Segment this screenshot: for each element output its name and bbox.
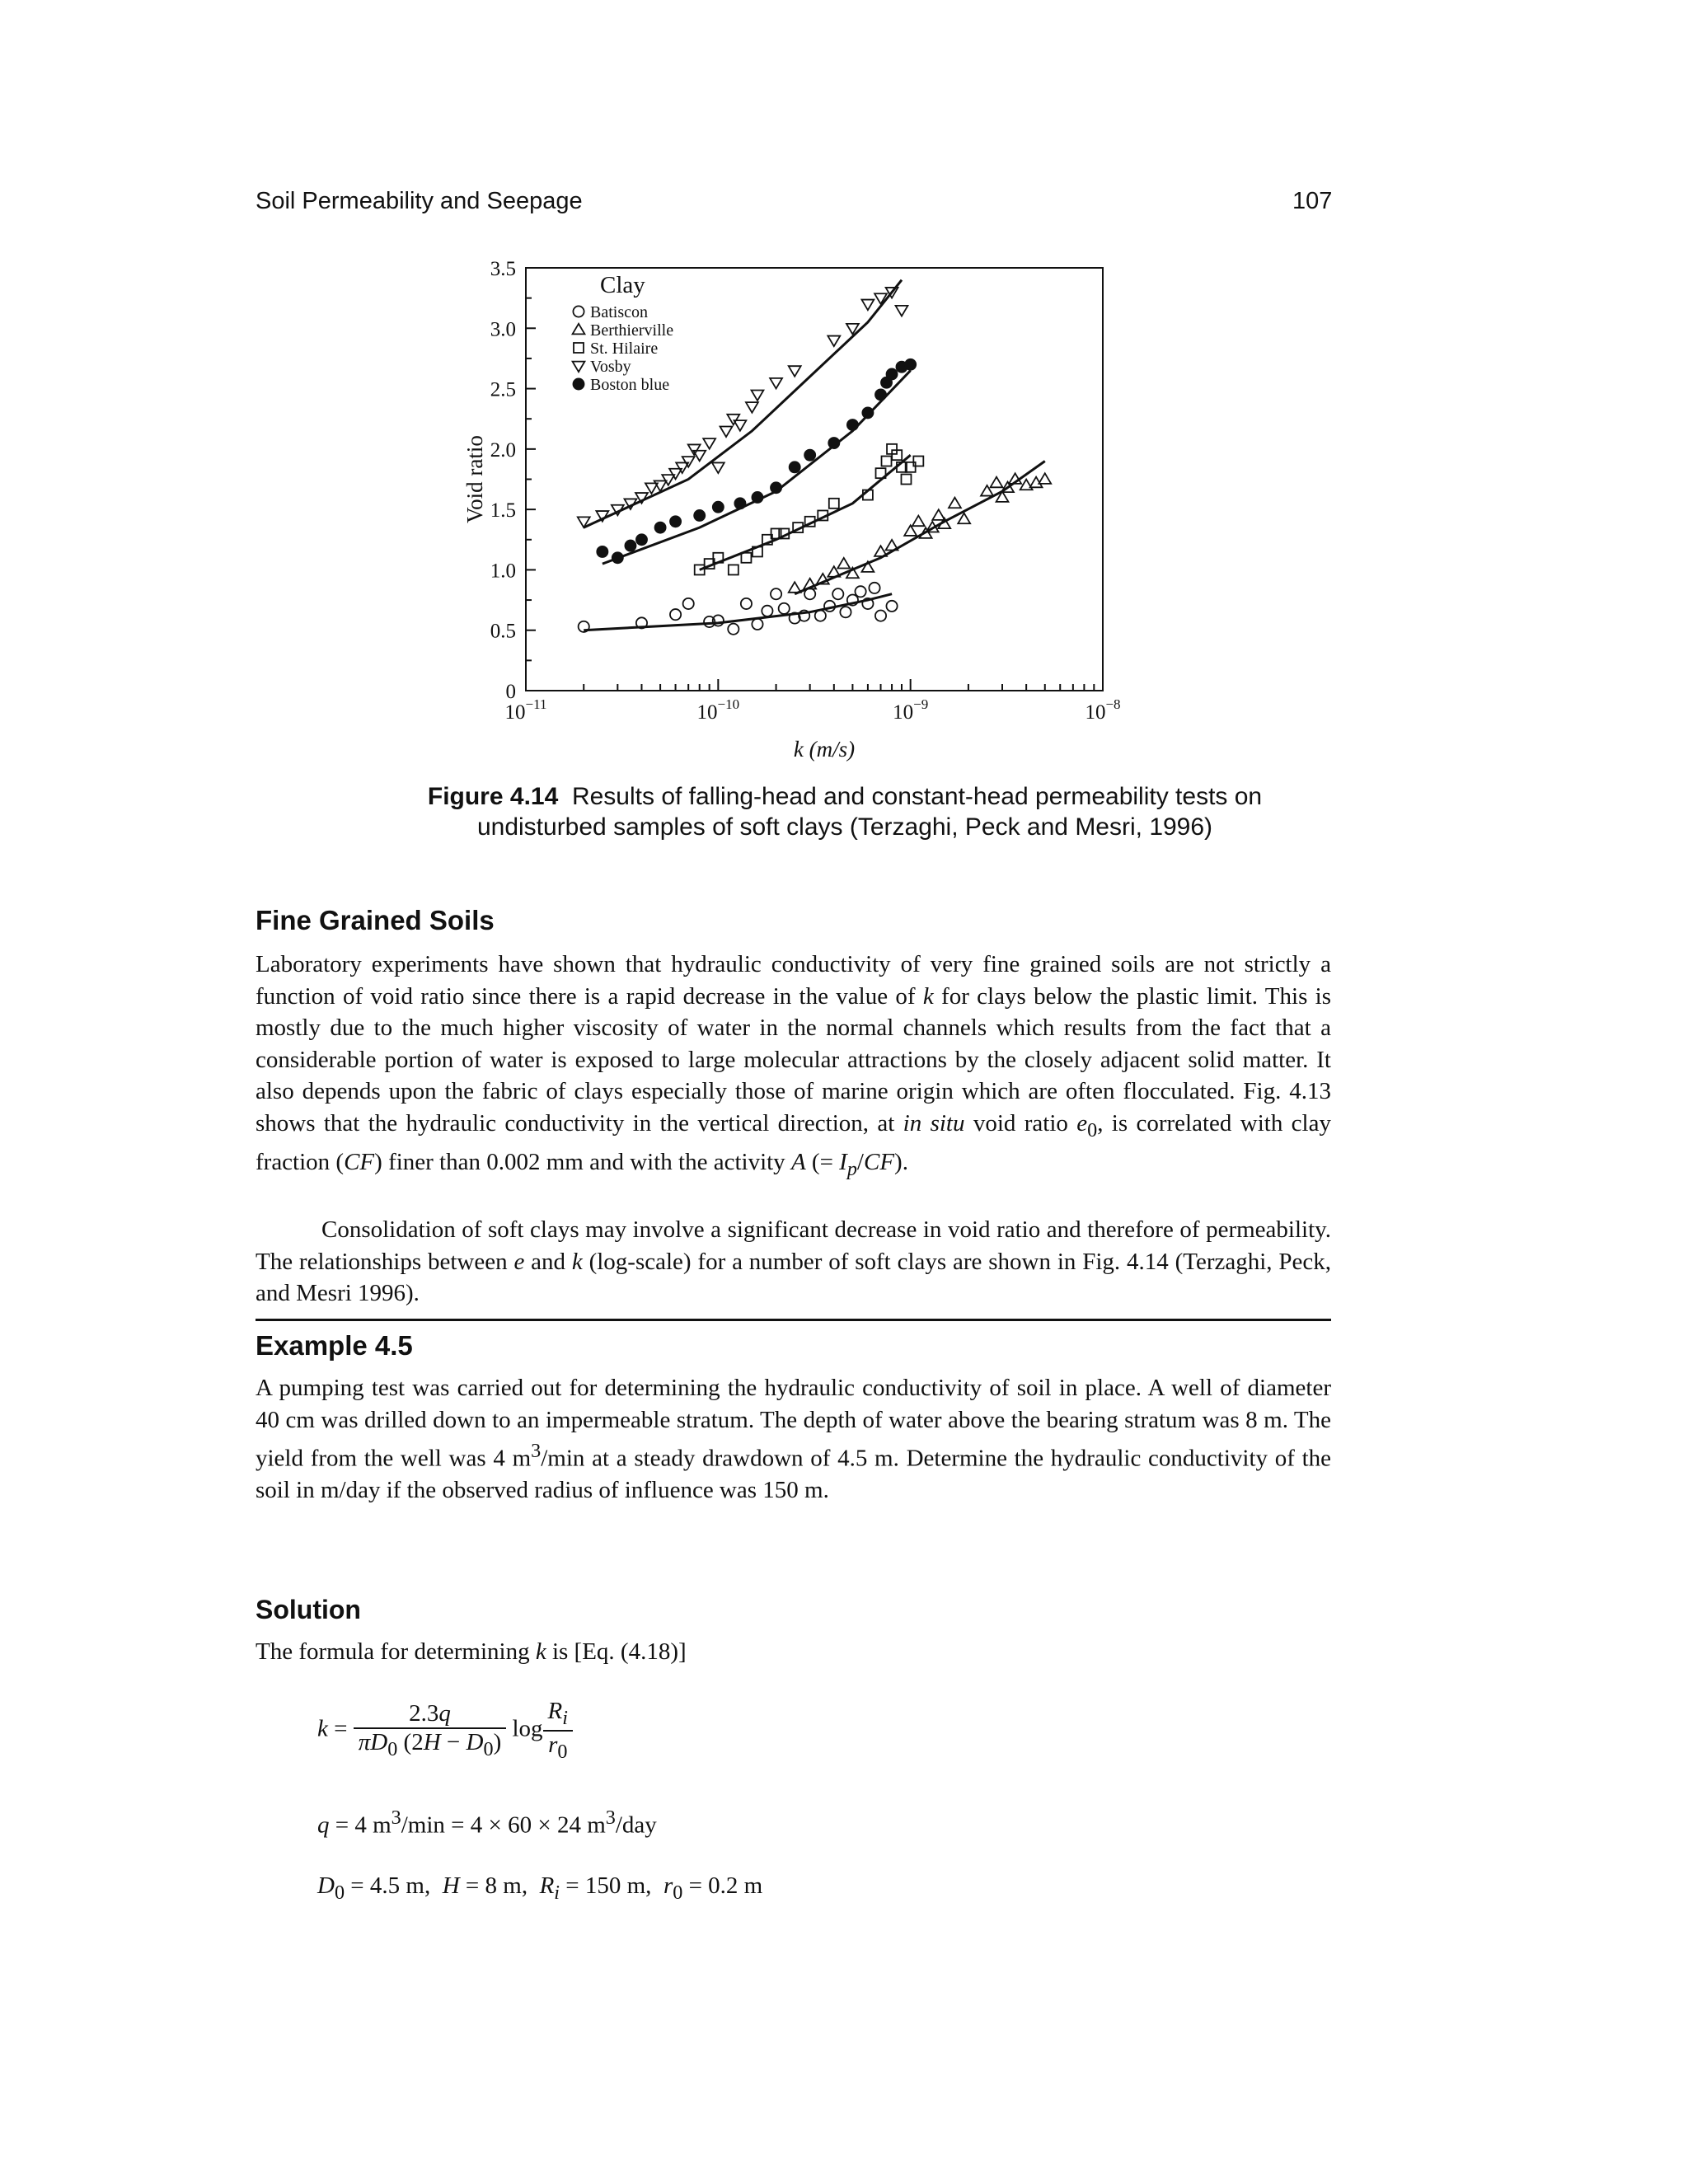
data-point-boston-blue xyxy=(669,515,682,527)
data-point-boston-blue xyxy=(625,540,637,552)
data-point-vosby xyxy=(682,457,695,467)
legend-entry-batiscon: Batiscon xyxy=(590,303,648,321)
data-point-vosby xyxy=(789,366,801,377)
data-point-batiscon xyxy=(771,588,781,599)
x-tick-base: 10 xyxy=(893,701,914,724)
section-rule xyxy=(256,1319,1331,1321)
data-point-batiscon xyxy=(886,601,897,612)
legend-marker-berthierville xyxy=(573,324,585,335)
data-point-berthierville xyxy=(949,498,961,509)
data-point-batiscon xyxy=(815,611,826,621)
x-tick-label xyxy=(1085,696,1120,724)
data-point-berthierville xyxy=(912,516,925,527)
legend-marker-boston-blue xyxy=(573,378,585,391)
example-heading: Example 4.5 xyxy=(256,1330,413,1361)
y-tick-label: 0 xyxy=(505,681,516,703)
data-point-berthierville xyxy=(991,477,1003,488)
y-tick-label: 1.5 xyxy=(490,499,516,523)
data-point-batiscon xyxy=(840,607,851,617)
data-point-boston-blue xyxy=(712,501,724,513)
data-point-vosby xyxy=(688,444,701,455)
data-point-boston-blue xyxy=(846,419,859,431)
figure-caption-line2: undisturbed samples of soft clays (Terzaghi, Peck and Mesri, 1996) xyxy=(476,813,1213,841)
y-tick-label: 0.5 xyxy=(490,620,516,643)
data-point-vosby xyxy=(720,426,733,437)
data-point-vosby xyxy=(746,402,758,413)
legend-entry-boston-blue: Boston blue xyxy=(590,376,670,394)
running-head: Soil Permeability and Seepage xyxy=(256,188,583,214)
data-point-st-hilaire xyxy=(729,565,738,574)
legend-title: Clay xyxy=(600,272,645,298)
equation-values: $D_0 = 4.5$ m, H = 8 m, $R_i = 150$ m, $r_0 = 0.2$ m xyxy=(317,1872,763,1904)
solution-heading: Solution xyxy=(256,1595,361,1624)
data-point-batiscon xyxy=(832,588,843,599)
data-point-batiscon xyxy=(728,624,738,635)
data-point-vosby xyxy=(770,378,782,389)
y-tick-label: 3.0 xyxy=(490,318,516,341)
data-point-vosby xyxy=(828,336,840,347)
x-tick-base: 10 xyxy=(696,701,718,724)
data-point-boston-blue xyxy=(789,461,801,473)
data-point-batiscon xyxy=(752,619,762,630)
x-tick-base: 10 xyxy=(504,701,526,724)
data-point-boston-blue xyxy=(874,388,887,401)
data-point-batiscon xyxy=(670,609,681,620)
data-point-vosby xyxy=(752,391,764,401)
data-point-vosby xyxy=(712,462,724,473)
paragraph-fine-grained-2: Consolidation of soft clays may involve a significant decrease in void ratio and therefore of permeability. The relationships between e and k (log-scale) for a number of soft clays are shown in Fig. 4.14 (Terzaghi, Peck, and Mesri 1996). xyxy=(256,1216,1331,1306)
legend-entry-berthierville: Berthierville xyxy=(590,321,674,340)
y-tick-label: 3.5 xyxy=(490,258,516,280)
data-point-vosby xyxy=(861,300,874,311)
data-point-boston-blue xyxy=(886,368,898,381)
data-point-batiscon xyxy=(762,606,772,616)
data-point-batiscon xyxy=(779,603,790,614)
x-tick-label xyxy=(893,696,928,724)
data-point-st-hilaire xyxy=(882,457,892,466)
legend-entry-st-hilaire: St. Hilaire xyxy=(590,340,659,358)
page-number: 107 xyxy=(1292,188,1333,214)
y-tick-label: 2.0 xyxy=(490,438,516,462)
data-point-batiscon xyxy=(869,583,879,593)
figure-caption xyxy=(313,781,1376,842)
data-point-boston-blue xyxy=(612,551,624,564)
y-axis-label: Void ratio xyxy=(462,435,487,523)
x-tick-exponent: −9 xyxy=(913,696,929,712)
x-tick-exponent: −8 xyxy=(1105,696,1121,712)
data-point-berthierville xyxy=(932,509,945,520)
data-point-boston-blue xyxy=(770,481,782,494)
data-point-berthierville xyxy=(837,558,850,569)
data-point-berthierville xyxy=(904,525,917,536)
x-tick-exponent: −10 xyxy=(717,696,740,712)
figure-caption-line1: Results of falling-head and constant-head permeability tests on xyxy=(571,783,1263,810)
data-point-boston-blue xyxy=(635,533,648,546)
data-point-berthierville xyxy=(1020,480,1033,490)
y-tick-label: 2.5 xyxy=(490,378,516,401)
data-point-boston-blue xyxy=(904,359,917,371)
data-point-vosby xyxy=(703,438,715,449)
paragraph-fine-grained-1: Laboratory experiments have shown that hydraulic conductivity of very fine grained soils are not strictly a function of void ratio since there is a rapid decrease in the value of k for clays below the plastic limit. This is mostly due to the much higher viscosity of water in the normal channels which results from the fact that a considerable portion of water is exposed to large molecular attractions by the closely adjacent solid matter. It also depends upon the fabric of clays especially those of marine origin which are often flocculated. Fig. 4.13 shows that the hydraulic conductivity in the vertical direction, at in situ void ratio $e_0$, is correlated with clay fraction (CF) finer than 0.002 mm and with the activity A (= $I_p/CF$). xyxy=(256,951,1332,1180)
data-point-vosby xyxy=(896,306,908,316)
figure-4-14-chart xyxy=(0,0,1688,775)
data-point-boston-blue xyxy=(596,546,608,558)
legend-marker-batiscon xyxy=(573,306,584,316)
x-tick-exponent: −11 xyxy=(525,696,547,712)
data-point-batiscon xyxy=(741,598,752,609)
legend-marker-st-hilaire xyxy=(574,343,584,353)
data-point-boston-blue xyxy=(861,406,874,419)
data-point-berthierville xyxy=(1039,473,1051,484)
equation-main: k = $\frac{2.3q}{\pi D_0 (2H - D_0)}$ log $\frac{R_i}{r_0}$ xyxy=(317,1698,573,1764)
data-point-boston-blue xyxy=(752,491,764,504)
data-point-boston-blue xyxy=(734,497,746,509)
data-point-boston-blue xyxy=(693,509,706,522)
equation-q: q = 4 $m^3/\min = 4 \times 60 \times 24$ $m^3$/day xyxy=(317,1807,657,1839)
solution-intro: The formula for determining k is [Eq. (4.18)] xyxy=(256,1638,687,1665)
data-point-boston-blue xyxy=(828,437,840,449)
data-point-vosby xyxy=(727,415,739,425)
x-tick-label xyxy=(697,696,740,724)
x-axis-label: k (m/s) xyxy=(793,737,856,762)
x-tick-base: 10 xyxy=(1085,701,1106,724)
data-point-st-hilaire xyxy=(829,499,839,509)
example-problem: A pumping test was carried out for determining the hydraulic conductivity of soil in place. A well of diameter 40 cm was drilled down to an impermeable stratum. The depth of water above the bearing stratum was 8 m. The yield from the well was 4 $m^3/\min$ at a steady drawdown of 4.5 m. Determine the hydraulic conductivity of the soil in m/day if the observed radius of influence was 150 m. xyxy=(256,1375,1332,1504)
data-point-boston-blue xyxy=(654,522,667,534)
figure-label: Figure 4.14 xyxy=(427,783,559,810)
data-point-batiscon xyxy=(875,611,886,621)
legend-entry-vosby: Vosby xyxy=(590,358,631,376)
section-heading-fine-grained: Fine Grained Soils xyxy=(256,905,495,935)
data-point-batiscon xyxy=(855,586,865,597)
legend-marker-vosby xyxy=(573,362,585,373)
data-point-st-hilaire xyxy=(741,553,751,563)
data-point-batiscon xyxy=(683,598,694,609)
data-point-boston-blue xyxy=(804,449,816,462)
data-point-st-hilaire xyxy=(901,475,911,485)
y-tick-label: 1.0 xyxy=(490,560,516,583)
